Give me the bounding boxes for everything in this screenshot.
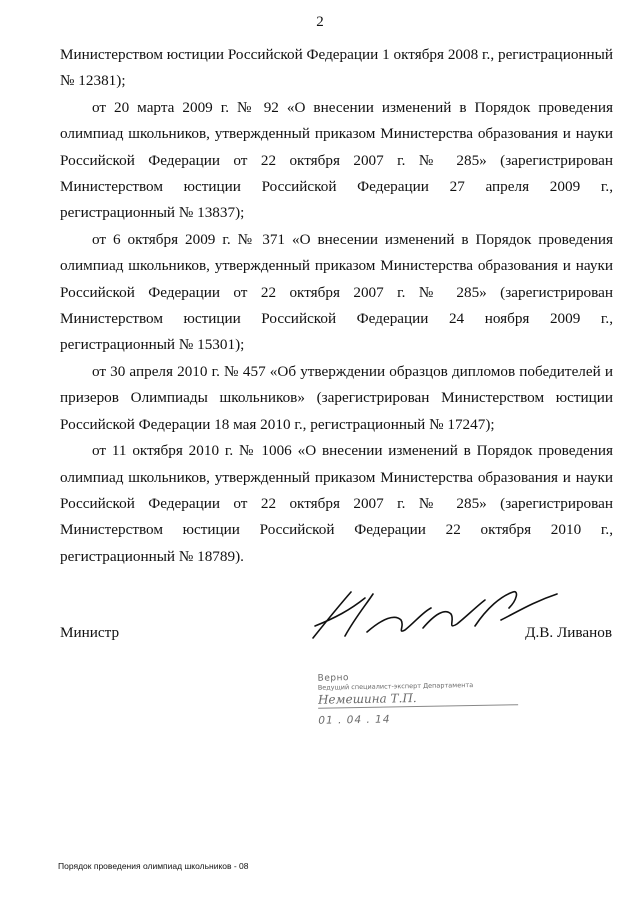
page-number: 2 [316,14,324,30]
stamp-date: 01 . 04 . 14 [318,713,391,727]
footer-note: Порядок проведения олимпиад школьников - 08 [58,861,249,871]
stamp-signer: Немешина Т.П. [318,689,518,708]
copy-certification-stamp [318,670,519,726]
paragraph-order-1006: от 11 октября 2010 г. № 1006 «О внесении изменений в Порядок проведения олимпиад школьников, утвержденный приказом Министерства образования и науки Российской Федерации от 22 октября 2007 г. № 285» (зарегистрирован Министерством юстиции Российской Федерации 22 октября 2010 г., регистрационный № 18789). [60,442,613,565]
paragraph-order-457: от 30 апреля 2010 г. № 457 «Об утверждении образцов дипломов победителей и призеров Олимпиады школьников» (зарегистрирован Министерством юстиции Российской Федерации 18 мая 2010 г., регистрационный № 17247); [60,362,613,433]
paragraph-continuation: Министерством юстиции Российской Федерации 1 октября 2008 г., регистрационный № 12381); [60,46,613,90]
stamp-position: Ведущий специалист-эксперт Департамента [317,681,474,692]
document-body [60,42,613,570]
paragraph-order-92: от 20 марта 2009 г. № 92 «О внесении изменений в Порядок проведения олимпиад школьников, утвержденный приказом Министерства образования и науки Российской Федерации от 22 октября 2007 г. № 285» (зарегистрирован Министерством юстиции Российской Федерации 27 апреля 2009 г., регистрационный № 13837); [60,98,613,222]
stamp-verified-label: Верно [317,673,350,684]
minister-name: Д.В. Ливанов [525,624,612,641]
minister-title: Министр [60,624,120,641]
paragraph-order-371: от 6 октября 2009 г. № 371 «О внесении изменений в Порядок проведения олимпиад школьников, утвержденный приказом Министерства образования и науки Российской Федерации от 22 октября 2007 г. № 285» (зарегистрирован Министерством юстиции Российской Федерации 24 ноября 2009 г., регистрационный № 15301); [60,230,613,354]
